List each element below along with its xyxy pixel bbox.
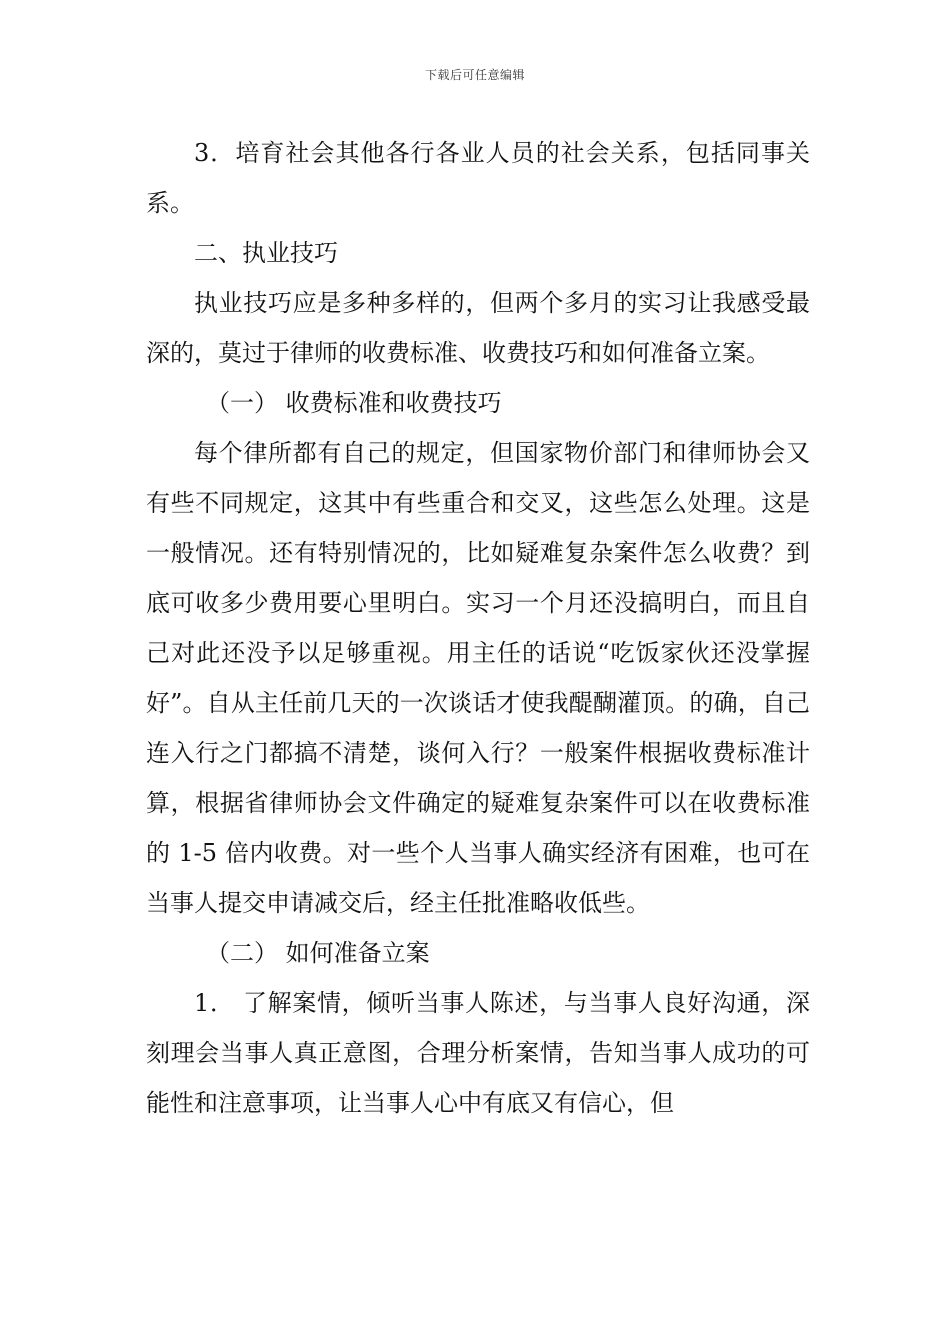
subheading-fees: （一） 收费标准和收费技巧: [206, 389, 502, 417]
paragraph-social-relations: 3．培育社会其他各行各业人员的社会关系，包括同事关系。: [146, 139, 810, 217]
paragraph-skills-intro: 执业技巧应是多种多样的，但两个多月的实习让我感受最深的，莫过于律师的收费标准、收费技巧和如何准备立案。: [146, 289, 810, 367]
subheading-case-filing: （二） 如何准备立案: [206, 939, 430, 967]
section-heading-practice-skills: 二、执业技巧: [194, 239, 338, 267]
paragraph-fee-rules: 每个律所都有自己的规定，但国家物价部门和律师协会又有些不同规定，这其中有些重合和交叉，这些怎么处理。这是一般情况。还有特别情况的，比如疑难复杂案件怎么收费？到底可收多少费用要心里明白。实习一个月还没搞明白，而且自己对此还没予以足够重视。用主任的话说“吃饭家伙还没掌握好”。自从主任前几天的一次谈话才使我醍醐灌顶。的确，自己连入行之门都搞不清楚，谈何入行？一般案件根据收费标准计算，根据省律师协会文件确定的疑难复杂案件可以在收费标准的 1-5 倍内收费。对一些个人当事人确实经济有困难，也可在当事人提交申请减交后，经主任批准略收低些。: [146, 439, 810, 917]
page-header: 下载后可任意编辑: [424, 68, 525, 82]
paragraph-understand-case: 1． 了解案情，倾听当事人陈述，与当事人良好沟通，深刻理会当事人真正意图，合理分析案情，告知当事人成功的可能性和注意事项，让当事人心中有底又有信心，但: [146, 989, 810, 1117]
document-body: [146, 128, 810, 1128]
